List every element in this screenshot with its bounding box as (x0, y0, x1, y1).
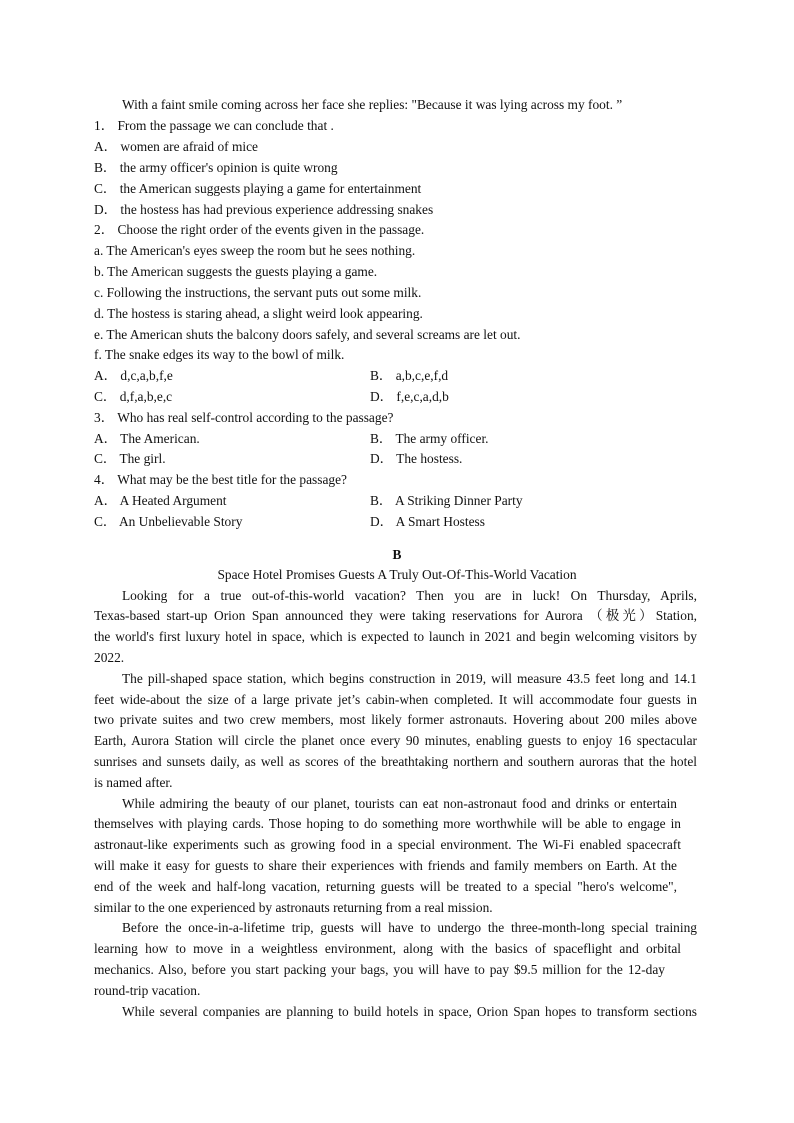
option-c[interactable] (94, 450, 166, 468)
option-text: A Heated Argument (119, 493, 227, 508)
option-a[interactable] (94, 367, 173, 385)
option-text: the hostess has had previous experience addressing snakes (120, 202, 434, 217)
paragraph-line: themselves with playing cards. Those hoping to do something more worthwhile will be able to engage in (94, 816, 681, 831)
paragraph-line: Earth, Aurora Station will circle the planet once every 90 minutes, enabling guests to enjoy 16 spectacular (94, 733, 697, 748)
option-b[interactable] (370, 492, 523, 510)
option-text: the army officer's opinion is quite wrong (119, 160, 338, 175)
option-letter: D． (370, 389, 394, 404)
option-letter: C． (94, 181, 117, 196)
option-letter: B． (94, 160, 117, 175)
option-c[interactable] (94, 388, 172, 406)
option-d[interactable] (94, 201, 433, 219)
option-text: d,c,a,b,f,e (120, 368, 173, 383)
paragraph-line: two private suites and two crew members, most likely former astronauts. Hovering about 200 miles above (94, 712, 697, 727)
paragraph-line: While admiring the beauty of our planet, tourists can eat non-astronaut food and drinks or entertain (122, 796, 677, 811)
option-text: The American. (120, 431, 200, 446)
question-stem: From the passage we can conclude that . (117, 118, 334, 133)
question-stem: Who has real self-control according to the passage? (117, 410, 394, 425)
option-text: The hostess. (396, 451, 463, 466)
passage-a-final-line: With a faint smile coming across her face she replies: "Because it was lying across my foot. ” (122, 97, 623, 112)
option-text: a,b,c,e,f,d (395, 368, 449, 383)
paragraph-line: similar to the one experienced by astronauts returning from a real mission. (94, 900, 493, 915)
paragraph-line: The pill-shaped space station, which begins construction in 2019, will measure 43.5 feet long and 14.1 (122, 671, 697, 686)
option-text: d,f,a,b,e,c (119, 389, 173, 404)
paragraph-line: end of the week and half-long vacation, returning guests will be treated to a special "hero's welcome", (94, 879, 677, 894)
option-text: The girl. (119, 451, 166, 466)
option-letter: D． (370, 514, 394, 529)
paragraph-line: While several companies are planning to build hotels in space, Orion Span hopes to transform sections (122, 1004, 697, 1019)
question-number: 4． (94, 472, 115, 487)
paragraph-line: round-trip vacation. (94, 983, 201, 998)
question-2-stem-line (94, 221, 424, 239)
option-d[interactable] (370, 388, 449, 406)
question-number: 3． (94, 410, 115, 425)
option-letter: C． (94, 451, 117, 466)
option-text: A Striking Dinner Party (394, 493, 523, 508)
option-a[interactable] (94, 492, 227, 510)
event-item: c. Following the instructions, the servant puts out some milk. (94, 285, 422, 300)
question-1-stem-line (94, 117, 334, 135)
event-item: f. The snake edges its way to the bowl of milk. (94, 347, 345, 362)
event-item: a. The American's eyes sweep the room but he sees nothing. (94, 243, 416, 258)
option-text: the American suggests playing a game for entertainment (119, 181, 422, 196)
option-letter: A． (94, 493, 118, 508)
paragraph-line: learning how to move in a weightless environment, along with the basics of spaceflight and orbital (94, 941, 681, 956)
option-c[interactable] (94, 180, 421, 198)
question-stem: Choose the right order of the events given in the passage. (117, 222, 425, 237)
option-b[interactable] (370, 430, 489, 448)
option-letter: A． (94, 431, 118, 446)
question-number: 1． (94, 118, 115, 133)
event-item: b. The American suggests the guests playing a game. (94, 264, 378, 279)
option-letter: A． (94, 139, 118, 154)
option-letter: B． (370, 368, 393, 383)
paragraph-line: astronaut-like experiments such as growing food in a special environment. The Wi-Fi enabled spacecraft (94, 837, 681, 852)
paragraph-line: is named after. (94, 775, 173, 790)
paragraph-line: mechanics. Also, before you start packing your bags, you will have to pay $9.5 million for the 12-day (94, 962, 665, 977)
option-a[interactable] (94, 430, 200, 448)
option-text: women are afraid of mice (120, 139, 258, 154)
option-text: f,e,c,a,d,b (396, 389, 449, 404)
option-d[interactable] (370, 513, 485, 531)
option-text: An Unbelievable Story (118, 514, 243, 529)
event-item: e. The American shuts the balcony doors safely, and several screams are let out. (94, 327, 521, 342)
option-b[interactable] (94, 159, 338, 177)
paragraph-line: sunrises and sunsets daily, as well as scores of the breathtaking northern and southern auroras that the hotel (94, 754, 697, 769)
paragraph-line: Texas-based start-up Orion Span announced they were taking reservations for Aurora （极光）Station, (94, 608, 697, 623)
question-number: 2． (94, 222, 115, 237)
option-text: The army officer. (395, 431, 489, 446)
question-3-stem-line (94, 409, 393, 427)
paragraph-line: will make it easy for guests to share their experiences with friends and family members on Earth. At the (94, 858, 677, 873)
option-letter: B． (370, 431, 393, 446)
passage-title: Space Hotel Promises Guests A Truly Out-Of-This-World Vacation (217, 567, 577, 582)
option-letter: C． (94, 514, 117, 529)
paragraph-line: the world's first luxury hotel in space, which is expected to launch in 2021 and begin welcoming visitors by (94, 629, 697, 644)
option-letter: D． (370, 451, 394, 466)
question-stem: What may be the best title for the passage? (117, 472, 347, 487)
section-label: B (392, 547, 402, 562)
event-item: d. The hostess is staring ahead, a slight weird look appearing. (94, 306, 423, 321)
option-b[interactable] (370, 367, 448, 385)
paragraph-line: Before the once-in-a-lifetime trip, guests will have to undergo the three-month-long special training (122, 920, 697, 935)
option-letter: D． (94, 202, 118, 217)
question-4-stem-line (94, 471, 347, 489)
paragraph-line: 2022. (94, 650, 125, 665)
paragraph-line: Looking for a true out-of-this-world vacation? Then you are in luck! On Thursday, Aprils, (122, 588, 697, 603)
option-a[interactable] (94, 138, 258, 156)
paragraph-line: feet wide-about the size of a large private jet’s cabin-when completed. It will accommodate four guests in (94, 692, 697, 707)
option-c[interactable] (94, 513, 242, 531)
option-letter: A． (94, 368, 118, 383)
option-letter: C． (94, 389, 117, 404)
option-d[interactable] (370, 450, 462, 468)
option-letter: B． (370, 493, 393, 508)
option-text: A Smart Hostess (395, 514, 485, 529)
